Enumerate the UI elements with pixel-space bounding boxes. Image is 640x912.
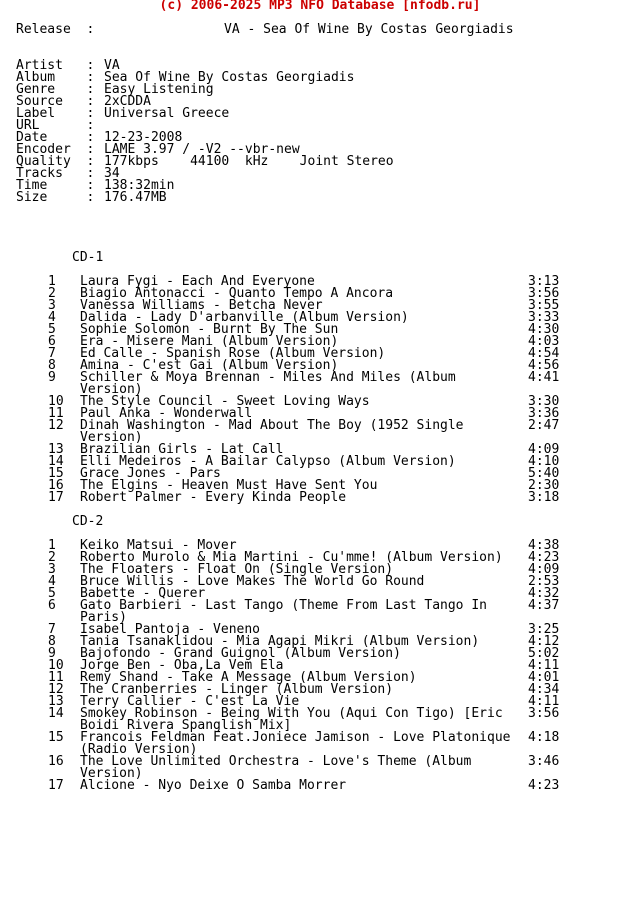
track-number: 10 <box>48 394 64 409</box>
track-number: 15 <box>48 466 64 481</box>
track-number: 13 <box>48 694 64 709</box>
track-number: 12 <box>48 682 64 697</box>
track-number: 13 <box>48 442 64 457</box>
track-number: 2 <box>48 286 56 301</box>
track-time: 3:36 <box>528 406 560 421</box>
info-label: Genre : <box>16 82 95 97</box>
track-time: 3:18 <box>528 490 560 505</box>
track-number: 7 <box>48 622 56 637</box>
track-number: 9 <box>48 646 56 661</box>
track-time: 4:18 <box>528 730 560 745</box>
track-time: 4:01 <box>528 670 560 685</box>
info-value: 176.47MB <box>104 190 167 205</box>
info-label: Artist : <box>16 58 95 73</box>
info-value: 2xCDDA <box>104 94 151 109</box>
track-number: 8 <box>48 358 56 373</box>
track-time: 4:23 <box>528 778 560 793</box>
track-time: 4:12 <box>528 634 560 649</box>
track-number: 10 <box>48 658 64 673</box>
track-title: Remy Shand - Take A Message (Album Version) <box>80 670 417 685</box>
info-label: Encoder : <box>16 142 95 157</box>
track-title: The Cranberries - Linger (Album Version) <box>80 682 394 697</box>
track-time: 4:10 <box>528 454 560 469</box>
track-title: Laura Fygi - Each And Everyone <box>80 274 315 289</box>
info-value: 34 <box>104 166 120 181</box>
track-title: Tania Tsanaklidou - Mia Agapi Mikri (Album Version) <box>80 634 480 649</box>
track-time: 3:25 <box>528 622 560 637</box>
track-number: 3 <box>48 298 56 313</box>
track-number: 7 <box>48 346 56 361</box>
track-time: 4:34 <box>528 682 560 697</box>
info-label: Source : <box>16 94 95 109</box>
track-title: Schiller & Moya Brennan - Miles And Miles (Album Version) <box>80 370 464 397</box>
track-title: Alcione - Nyo Deixe O Samba Morrer <box>80 778 347 793</box>
track-time: 3:13 <box>528 274 560 289</box>
track-title: Isabel Pantoja - Veneno <box>80 622 261 637</box>
disc-title: CD-1 <box>72 250 104 265</box>
track-time: 4:41 <box>528 370 560 385</box>
track-number: 11 <box>48 670 64 685</box>
info-label: Quality : <box>16 154 95 169</box>
info-value: Universal Greece <box>104 106 230 121</box>
track-number: 17 <box>48 490 64 505</box>
track-time: 3:55 <box>528 298 560 313</box>
track-time: 4:37 <box>528 598 560 613</box>
track-title: Francois Feldman Feat.Joniece Jamison - Love Platonique (Radio Version) <box>80 730 519 757</box>
track-time: 4:09 <box>528 562 560 577</box>
info-value: 12-23-2008 <box>104 130 183 145</box>
release-label: Release : <box>16 22 95 37</box>
track-number: 9 <box>48 370 56 385</box>
track-number: 1 <box>48 274 56 289</box>
track-time: 5:40 <box>528 466 560 481</box>
track-number: 12 <box>48 418 64 433</box>
track-title: Terry Callier - C'est La Vie <box>80 694 300 709</box>
track-title: Jorge Ben - Oba,La Vem Ela <box>80 658 284 673</box>
track-time: 4:30 <box>528 322 560 337</box>
track-number: 16 <box>48 754 64 769</box>
track-number: 5 <box>48 586 56 601</box>
track-time: 4:38 <box>528 538 560 553</box>
info-label: Label : <box>16 106 95 121</box>
track-number: 16 <box>48 478 64 493</box>
track-number: 14 <box>48 454 64 469</box>
info-label: Size : <box>16 190 95 205</box>
track-title: Era - Misere Mani (Album Version) <box>80 334 339 349</box>
track-time: 2:47 <box>528 418 560 433</box>
track-number: 3 <box>48 562 56 577</box>
track-time: 4:54 <box>528 346 560 361</box>
track-number: 6 <box>48 334 56 349</box>
track-title: Elli Medeiros - A Bailar Calypso (Album Version) <box>80 454 456 469</box>
info-value: VA <box>104 58 120 73</box>
info-label: Album : <box>16 70 95 85</box>
info-label: Time : <box>16 178 95 193</box>
track-number: 17 <box>48 778 64 793</box>
track-title: Brazilian Girls - Lat Call <box>80 442 284 457</box>
track-number: 6 <box>48 598 56 613</box>
track-title: Amina - C'est Gai (Album Version) <box>80 358 339 373</box>
info-label: URL : <box>16 118 95 133</box>
info-value: Easy Listening <box>104 82 214 97</box>
track-title: The Elgins - Heaven Must Have Sent You <box>80 478 378 493</box>
track-time: 3:33 <box>528 310 560 325</box>
track-title: The Love Unlimited Orchestra - Love's Theme (Album Version) <box>80 754 480 781</box>
track-title: Bruce Willis - Love Makes The World Go Round <box>80 574 425 589</box>
release-value: VA - Sea Of Wine By Costas Georgiadis <box>224 22 514 37</box>
track-title: The Floaters - Float On (Single Version) <box>80 562 394 577</box>
track-time: 2:30 <box>528 478 560 493</box>
track-time: 3:56 <box>528 706 560 721</box>
track-title: Keiko Matsui - Mover <box>80 538 237 553</box>
track-title: Dalida - Lady D'arbanville (Album Version) <box>80 310 409 325</box>
track-title: Grace Jones - Pars <box>80 466 221 481</box>
track-title: Robert Palmer - Every Kinda People <box>80 490 347 505</box>
track-title: Roberto Murolo & Mia Martini - Cu'mme! (Album Version) <box>80 550 503 565</box>
info-value: 138:32min <box>104 178 175 193</box>
track-title: Babette - Querer <box>80 586 206 601</box>
track-title: Paul Anka - Wonderwall <box>80 406 253 421</box>
disc-title: CD-2 <box>72 514 104 529</box>
track-time: 2:53 <box>528 574 560 589</box>
track-number: 1 <box>48 538 56 553</box>
track-time: 3:30 <box>528 394 560 409</box>
info-value: Sea Of Wine By Costas Georgiadis <box>104 70 355 85</box>
track-time: 4:03 <box>528 334 560 349</box>
track-time: 4:23 <box>528 550 560 565</box>
track-time: 3:56 <box>528 286 560 301</box>
track-number: 11 <box>48 406 64 421</box>
track-title: Smokey Robinson - Being With You (Aqui Con Tigo) [Eric Boidi Rivera Spanglish Mix] <box>80 706 511 733</box>
track-title: Dinah Washington - Mad About The Boy (1952 Single Version) <box>80 418 472 445</box>
track-time: 3:46 <box>528 754 560 769</box>
info-label: Date : <box>16 130 95 145</box>
track-number: 14 <box>48 706 64 721</box>
track-number: 2 <box>48 550 56 565</box>
track-number: 4 <box>48 574 56 589</box>
track-time: 4:11 <box>528 658 560 673</box>
track-time: 4:32 <box>528 586 560 601</box>
track-title: Gato Barbieri - Last Tango (Theme From Last Tango In Paris) <box>80 598 495 625</box>
track-time: 4:56 <box>528 358 560 373</box>
track-time: 4:11 <box>528 694 560 709</box>
info-value: 177kbps 44100 kHz Joint Stereo <box>104 154 394 169</box>
track-title: Sophie Solomon - Burnt By The Sun <box>80 322 339 337</box>
track-number: 15 <box>48 730 64 745</box>
track-time: 4:09 <box>528 442 560 457</box>
track-title: Ed Calle - Spanish Rose (Album Version) <box>80 346 386 361</box>
track-time: 5:02 <box>528 646 560 661</box>
track-title: Bajofondo - Grand Guignol (Album Version) <box>80 646 401 661</box>
track-number: 4 <box>48 310 56 325</box>
track-title: Vanessa Williams - Betcha Never <box>80 298 323 313</box>
track-title: Biagio Antonacci - Quanto Tempo A Ancora <box>80 286 394 301</box>
info-value: LAME 3.97 / -V2 --vbr-new <box>104 142 300 157</box>
info-label: Tracks : <box>16 166 95 181</box>
track-title: The Style Council - Sweet Loving Ways <box>80 394 370 409</box>
site-header: (c) 2006-2025 MP3 NFO Database [nfodb.ru] <box>159 0 481 13</box>
track-number: 8 <box>48 634 56 649</box>
track-number: 5 <box>48 322 56 337</box>
